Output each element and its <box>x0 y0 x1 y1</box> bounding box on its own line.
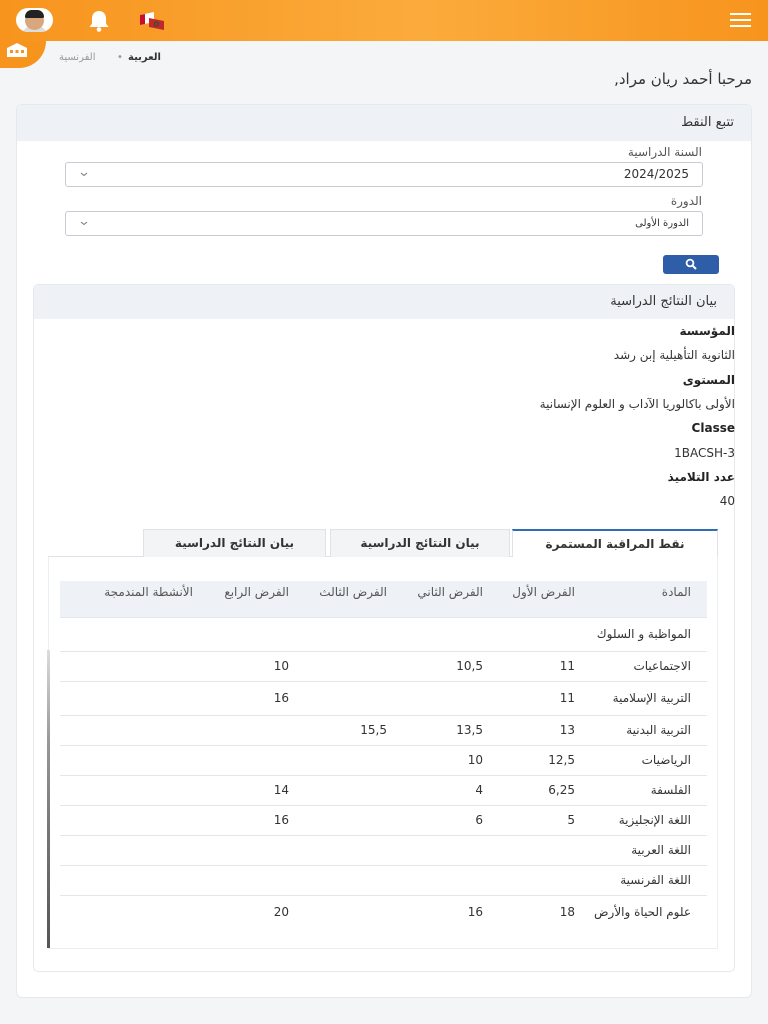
test-1-cell: 5 <box>491 805 583 835</box>
col-subject: المادة <box>583 581 707 617</box>
test-1-cell <box>491 865 583 895</box>
test-3-cell <box>297 865 395 895</box>
test-4-cell: 16 <box>201 805 297 835</box>
col-test-3: الفرض الثالث <box>297 581 395 617</box>
institution-label: المؤسسة <box>679 324 735 338</box>
activities-cell <box>60 681 201 715</box>
test-2-cell: 13,5 <box>395 715 491 745</box>
class-label: Classe <box>691 421 735 435</box>
search-button[interactable] <box>663 255 719 274</box>
test-2-cell <box>395 617 491 651</box>
table-row <box>60 617 707 651</box>
students-count-label: عدد التلاميذ <box>667 470 735 484</box>
results-title: بيان النتائج الدراسية <box>610 294 717 309</box>
subject-cell: المواظبة و السلوك <box>583 617 707 651</box>
school-icon <box>6 43 28 59</box>
test-4-cell <box>201 745 297 775</box>
subject-cell: علوم الحياة والأرض <box>583 895 707 929</box>
subject-cell: اللغة العربية <box>583 835 707 865</box>
test-1-cell: 11 <box>491 651 583 681</box>
activities-cell <box>60 775 201 805</box>
subject-cell: التربية الإسلامية <box>583 681 707 715</box>
class-value: 1BACSH-3 <box>674 446 735 460</box>
bell-icon[interactable] <box>86 9 112 33</box>
vertical-scrollbar[interactable] <box>47 650 50 948</box>
table-row <box>60 651 707 681</box>
table-row <box>60 681 707 715</box>
test-3-cell: 15,5 <box>297 715 395 745</box>
card-header <box>17 105 751 141</box>
activities-cell <box>60 745 201 775</box>
table-header-row <box>60 581 707 617</box>
tab-continuous-assessment[interactable]: نقط المراقبة المستمرة <box>512 529 718 558</box>
test-1-cell: 6,25 <box>491 775 583 805</box>
test-3-cell <box>297 895 395 929</box>
test-3-cell <box>297 617 395 651</box>
activities-cell <box>60 895 201 929</box>
test-2-cell: 16 <box>395 895 491 929</box>
chevron-down-icon <box>80 219 88 227</box>
test-2-cell: 10,5 <box>395 651 491 681</box>
test-1-cell: 13 <box>491 715 583 745</box>
test-2-cell: 10 <box>395 745 491 775</box>
test-4-cell: 16 <box>201 681 297 715</box>
col-test-1: الفرض الأول <box>491 581 583 617</box>
institution-value: الثانوية التأهيلية إبن رشد <box>613 348 735 362</box>
table-row <box>60 805 707 835</box>
results-header <box>34 285 734 319</box>
school-year-select[interactable] <box>65 162 703 187</box>
test-4-cell <box>201 715 297 745</box>
activities-cell <box>60 835 201 865</box>
test-3-cell <box>297 745 395 775</box>
subject-cell: اللغة الإنجليزية <box>583 805 707 835</box>
table-row <box>60 835 707 865</box>
test-2-cell: 4 <box>395 775 491 805</box>
user-avatar[interactable] <box>16 8 53 32</box>
test-1-cell <box>491 617 583 651</box>
test-3-cell <box>297 651 395 681</box>
hamburger-menu-icon[interactable] <box>730 13 751 28</box>
lang-separator: • <box>117 52 123 63</box>
test-3-cell <box>297 835 395 865</box>
chevron-down-icon <box>80 170 88 178</box>
activities-cell <box>60 715 201 745</box>
test-1-cell: 12,5 <box>491 745 583 775</box>
test-1-cell: 11 <box>491 681 583 715</box>
table-row <box>60 865 707 895</box>
session-label: الدورة <box>670 194 702 208</box>
test-2-cell: 6 <box>395 805 491 835</box>
subject-cell: الرياضيات <box>583 745 707 775</box>
test-4-cell <box>201 835 297 865</box>
level-label: المستوى <box>682 373 735 387</box>
test-2-cell <box>395 865 491 895</box>
tab-results-statement-1[interactable]: بيان النتائج الدراسية <box>330 529 510 557</box>
flags-icon[interactable] <box>137 10 167 32</box>
test-3-cell <box>297 775 395 805</box>
welcome-message: مرحبا أحمد ريان مراد, <box>614 70 752 88</box>
table-row <box>60 745 707 775</box>
top-bar <box>0 0 768 41</box>
test-2-cell <box>395 835 491 865</box>
session-select[interactable] <box>65 211 703 236</box>
card-title: تتبع النقط <box>681 115 734 130</box>
test-4-cell: 10 <box>201 651 297 681</box>
test-3-cell <box>297 681 395 715</box>
test-1-cell <box>491 835 583 865</box>
lang-arabic-link[interactable]: العربية <box>128 52 161 63</box>
activities-cell <box>60 651 201 681</box>
table-row <box>60 895 707 929</box>
subject-cell: الاجتماعيات <box>583 651 707 681</box>
tab-results-statement-2[interactable]: بيان النتائج الدراسية <box>143 529 326 557</box>
col-test-2: الفرض الثاني <box>395 581 491 617</box>
activities-cell <box>60 865 201 895</box>
test-3-cell <box>297 805 395 835</box>
lang-french-link[interactable]: الفرنسية <box>59 52 96 63</box>
activities-cell <box>60 805 201 835</box>
test-4-cell: 14 <box>201 775 297 805</box>
subject-cell: التربية البدنية <box>583 715 707 745</box>
col-test-4: الفرض الرابع <box>201 581 297 617</box>
activities-cell <box>60 617 201 651</box>
test-2-cell <box>395 681 491 715</box>
table-row <box>60 715 707 745</box>
session-value: الدورة الأولى <box>635 218 689 229</box>
col-activities: الأنشطة المندمجة <box>60 581 201 617</box>
school-year-label: السنة الدراسية <box>627 145 702 159</box>
school-logo-tab[interactable] <box>0 41 46 68</box>
subject-cell: الفلسفة <box>583 775 707 805</box>
test-1-cell: 18 <box>491 895 583 929</box>
grades-table <box>60 581 707 929</box>
school-year-value: 2024/2025 <box>623 167 689 181</box>
search-icon <box>685 258 697 270</box>
level-value: الأولى باكالوريا الآداب و العلوم الإنسانية <box>539 397 735 411</box>
test-4-cell: 20 <box>201 895 297 929</box>
test-4-cell <box>201 865 297 895</box>
subject-cell: اللغة الفرنسية <box>583 865 707 895</box>
table-row <box>60 775 707 805</box>
test-4-cell <box>201 617 297 651</box>
students-count-value: 40 <box>719 494 735 508</box>
